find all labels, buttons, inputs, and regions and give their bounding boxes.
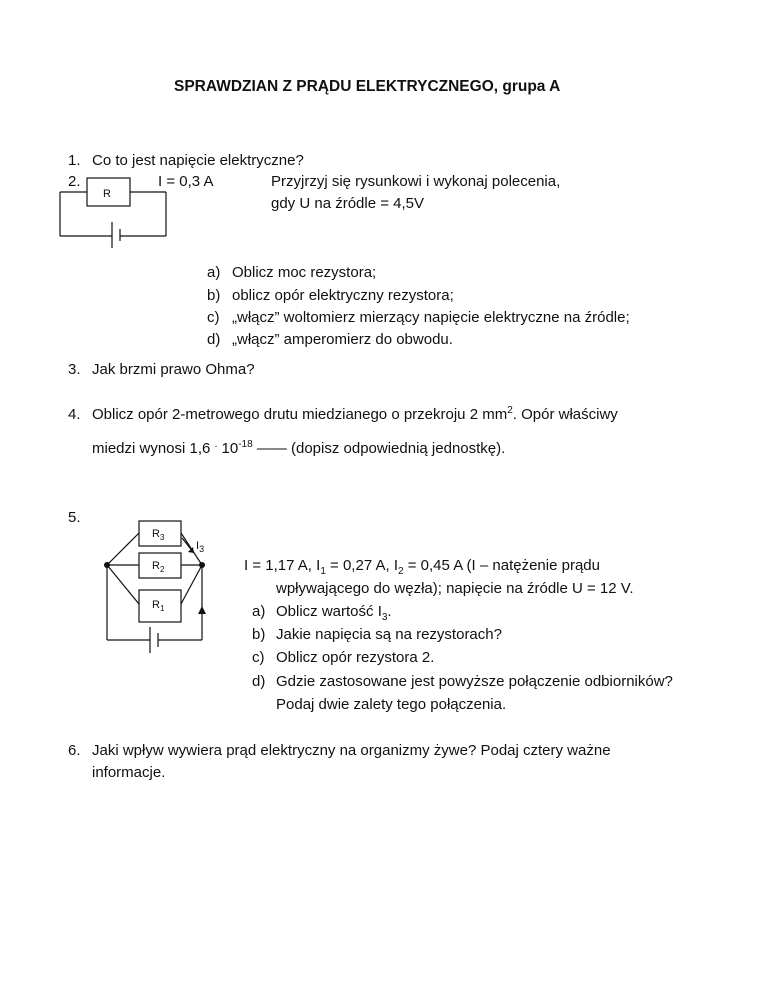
q5-given-sub1: 1 <box>320 566 326 577</box>
q5-item-c-letter: c) <box>252 649 265 666</box>
q2-item-b-letter: b) <box>207 287 221 304</box>
q6-number: 6. <box>68 742 81 759</box>
q5-given-i: I = 1,17 A, I <box>244 557 321 574</box>
page-title: SPRAWDZIAN Z PRĄDU ELEKTRYCZNEGO, grupa A <box>174 78 561 95</box>
q5-given-sub2: 2 <box>398 566 404 577</box>
q4-line1-superscript: 2 <box>507 405 513 416</box>
q5-item-d-text: Gdzie zastosowane jest powyższe połączenie odbiorników? <box>276 673 673 690</box>
q2-item-a-letter: a) <box>207 264 221 281</box>
q2-item-d-text: „włącz” amperomierz do obwodu. <box>232 331 453 348</box>
q4-line2-text: miedzi wynosi 1,6 <box>92 440 211 457</box>
q2-number: 2. <box>68 173 81 190</box>
q5-number: 5. <box>68 509 81 526</box>
q5-given-line2: wpływającego do węzła); napięcie na źródle U = 12 V. <box>276 580 634 597</box>
q4-line2-exponent: -18 <box>238 439 253 450</box>
q2-current-label: I = 0,3 A <box>158 173 214 190</box>
q5-i3-label: $I_3$ <box>196 540 205 554</box>
q5-node-right <box>199 562 205 568</box>
q4-multiply-dot: . <box>214 439 218 450</box>
q6-line2: informacje. <box>92 764 166 781</box>
q6-line1: Jaki wpływ wywiera prąd elektryczny na organizmy żywe? Podaj cztery ważne <box>92 742 611 759</box>
q4-line1-text: Oblicz opór 2-metrowego drutu miedzianego o przekroju 2 mm <box>92 406 508 423</box>
q5-item-d-line2: Podaj dwie zalety tego połączenia. <box>276 696 507 713</box>
q4-line2-end: —— (dopisz odpowiednią jednostkę). <box>256 440 506 457</box>
q5-current-arrow-up <box>198 606 206 614</box>
q5-given-line1 <box>244 557 600 575</box>
q5-given-i1: = 0,27 A, I <box>325 557 399 574</box>
q5-item-a-text <box>276 603 392 621</box>
q5-item-b-text: Jakie napięcia są na rezystorach? <box>276 626 502 643</box>
q5-item-a-sub: 3 <box>381 612 388 623</box>
q5-item-b-letter: b) <box>252 626 266 643</box>
q3-number: 3. <box>68 361 81 378</box>
q4-line2-base: 10 <box>221 440 239 457</box>
q1-text: Co to jest napięcie elektryczne? <box>92 152 304 169</box>
q5-r3-label: $R_3$ <box>152 528 165 542</box>
q1-number: 1. <box>68 152 81 169</box>
q2-item-c-text: „włącz” woltomierz mierzący napięcie elektryczne na źródle; <box>232 309 630 326</box>
q5-item-d-letter: d) <box>252 673 266 690</box>
q2-intro-line2: gdy U na źródle = 4,5V <box>271 195 425 212</box>
q4-line1-end: . Opór właściwy <box>512 406 618 423</box>
q5-item-a-letter: a) <box>252 603 266 620</box>
q2-item-a-text: Oblicz moc rezystora; <box>232 264 377 281</box>
q3-text: Jak brzmi prawo Ohma? <box>92 361 255 378</box>
q2-item-d-letter: d) <box>207 331 221 348</box>
q5-item-c-text: Oblicz opór rezystora 2. <box>276 649 435 666</box>
q5-item-a-end: . <box>387 603 392 620</box>
q2-intro-line1: Przyjrzyj się rysunkowi i wykonaj polecenia, <box>271 173 561 190</box>
q2-item-c-letter: c) <box>207 309 220 326</box>
q5-wire-right-r1 <box>181 565 202 604</box>
q5-node-left <box>104 562 110 568</box>
q5-wire-left-r1 <box>107 565 139 604</box>
q5-item-a-main: Oblicz wartość I <box>276 603 382 620</box>
q5-r2-label: $R_2$ <box>152 560 165 574</box>
q5-r1-label: $R_1$ <box>152 599 165 613</box>
q2-item-b-text: oblicz opór elektryczny rezystora; <box>232 287 454 304</box>
q5-wire-left-r3 <box>107 533 139 565</box>
q5-given-i2: = 0,45 A (I – natężenie prądu <box>403 557 600 574</box>
q2-resistor-label: R <box>103 188 111 200</box>
q4-number: 4. <box>68 406 81 423</box>
